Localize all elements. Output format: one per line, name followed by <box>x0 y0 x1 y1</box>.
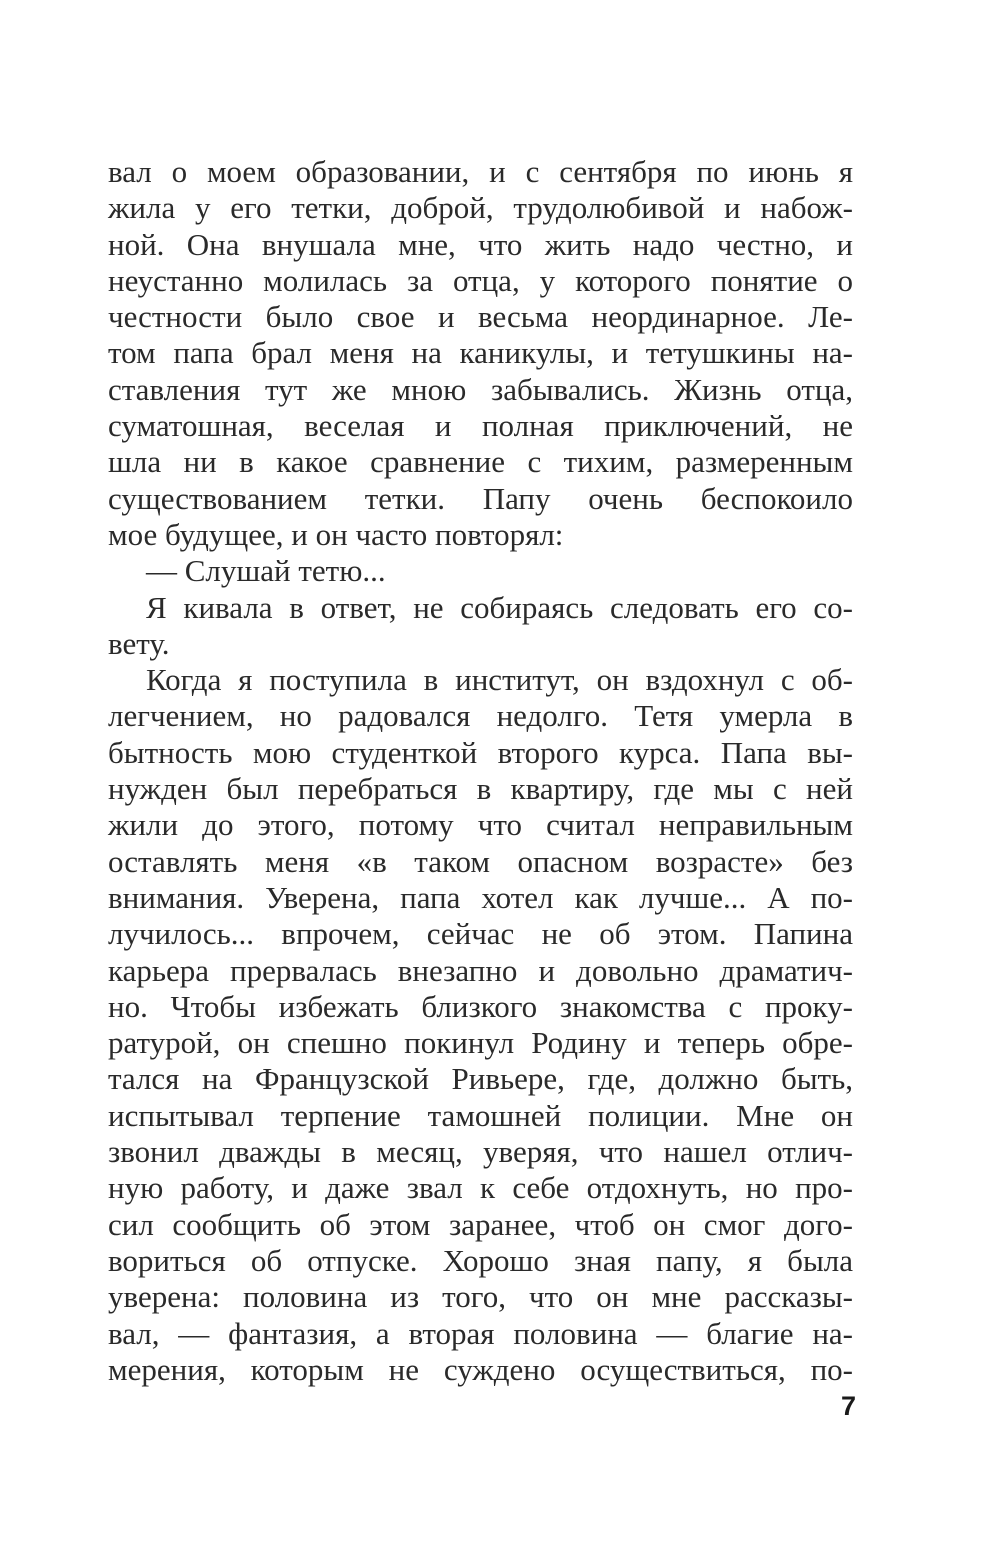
text-line: мерения, которым не суждено осуществиться, по- <box>108 1351 853 1387</box>
text-line: уверена: половина из того, что он мне рассказы- <box>108 1279 853 1315</box>
text-line: Когда я поступила в институт, он вздохнул с об- <box>146 662 853 698</box>
text-line: суматошная, веселая и полная приключений, не <box>108 408 853 444</box>
text-line: ной. Она внушала мне, что жить надо честно, и <box>108 226 853 262</box>
text-line: но. Чтобы избежать близкого знакомства с проку- <box>108 988 853 1024</box>
text-line: том папа брал меня на каникулы, и тетушкины на- <box>108 335 853 371</box>
text-line: тался на Французской Ривьере, где, должно быть, <box>108 1061 853 1097</box>
text-line: жила у его тетки, доброй, трудолюбивой и набож- <box>108 190 853 226</box>
text-line: Я кивала в ответ, не собираясь следовать его со- <box>146 589 853 625</box>
text-line: испытывал терпение тамошней полиции. Мне он <box>108 1097 853 1133</box>
text-line: ставления тут же мною забывались. Жизнь отца, <box>108 371 853 407</box>
text-line: — Слушай тетю... <box>146 553 386 589</box>
text-line: нужден был перебраться в квартиру, где мы с ней <box>108 771 853 807</box>
text-line: жили до этого, потому что считал неправильным <box>108 807 853 843</box>
text-line: сил сообщить об этом заранее, чтоб он смог дого- <box>108 1206 853 1242</box>
text-line: вал, — фантазия, а вторая половина — благие на- <box>108 1315 853 1351</box>
text-line: вету. <box>108 625 170 661</box>
text-line: ратурой, он спешно покинул Родину и теперь обре- <box>108 1025 853 1061</box>
text-line: вал о моем образовании, и с сентября по июнь я <box>108 154 853 189</box>
text-line: оставлять меня «в таком опасном возрасте» без <box>108 843 853 879</box>
text-line: бытность мою студенткой второго курса. Папа вы- <box>108 734 853 770</box>
page-number: 7 <box>840 1391 856 1421</box>
text-line: ную работу, и даже звал к себе отдохнуть, но про- <box>108 1170 853 1206</box>
text-line: честности было свое и весьма неординарное. Ле- <box>108 299 853 335</box>
text-line: лучилось... впрочем, сейчас не об этом. Папина <box>108 916 853 952</box>
text-line: мое будущее, и он часто повторял: <box>108 516 564 552</box>
text-line: неустанно молилась за отца, у которого понятие о <box>108 262 853 298</box>
text-line: существованием тетки. Папу очень беспокоило <box>108 480 853 516</box>
body-text <box>108 154 853 1388</box>
text-line: вориться об отпуске. Хорошо зная папу, я была <box>108 1242 853 1278</box>
text-line: шла ни в какое сравнение с тихим, размеренным <box>108 444 853 480</box>
text-line: звонил дважды в месяц, уверяя, что нашел отлич- <box>108 1134 853 1170</box>
text-line: внимания. Уверена, папа хотел как лучше... А по- <box>108 879 853 915</box>
text-line: легчением, но радовался недолго. Тетя умерла в <box>108 698 853 734</box>
text-line: карьера прервалась внезапно и довольно драматич- <box>108 952 853 988</box>
